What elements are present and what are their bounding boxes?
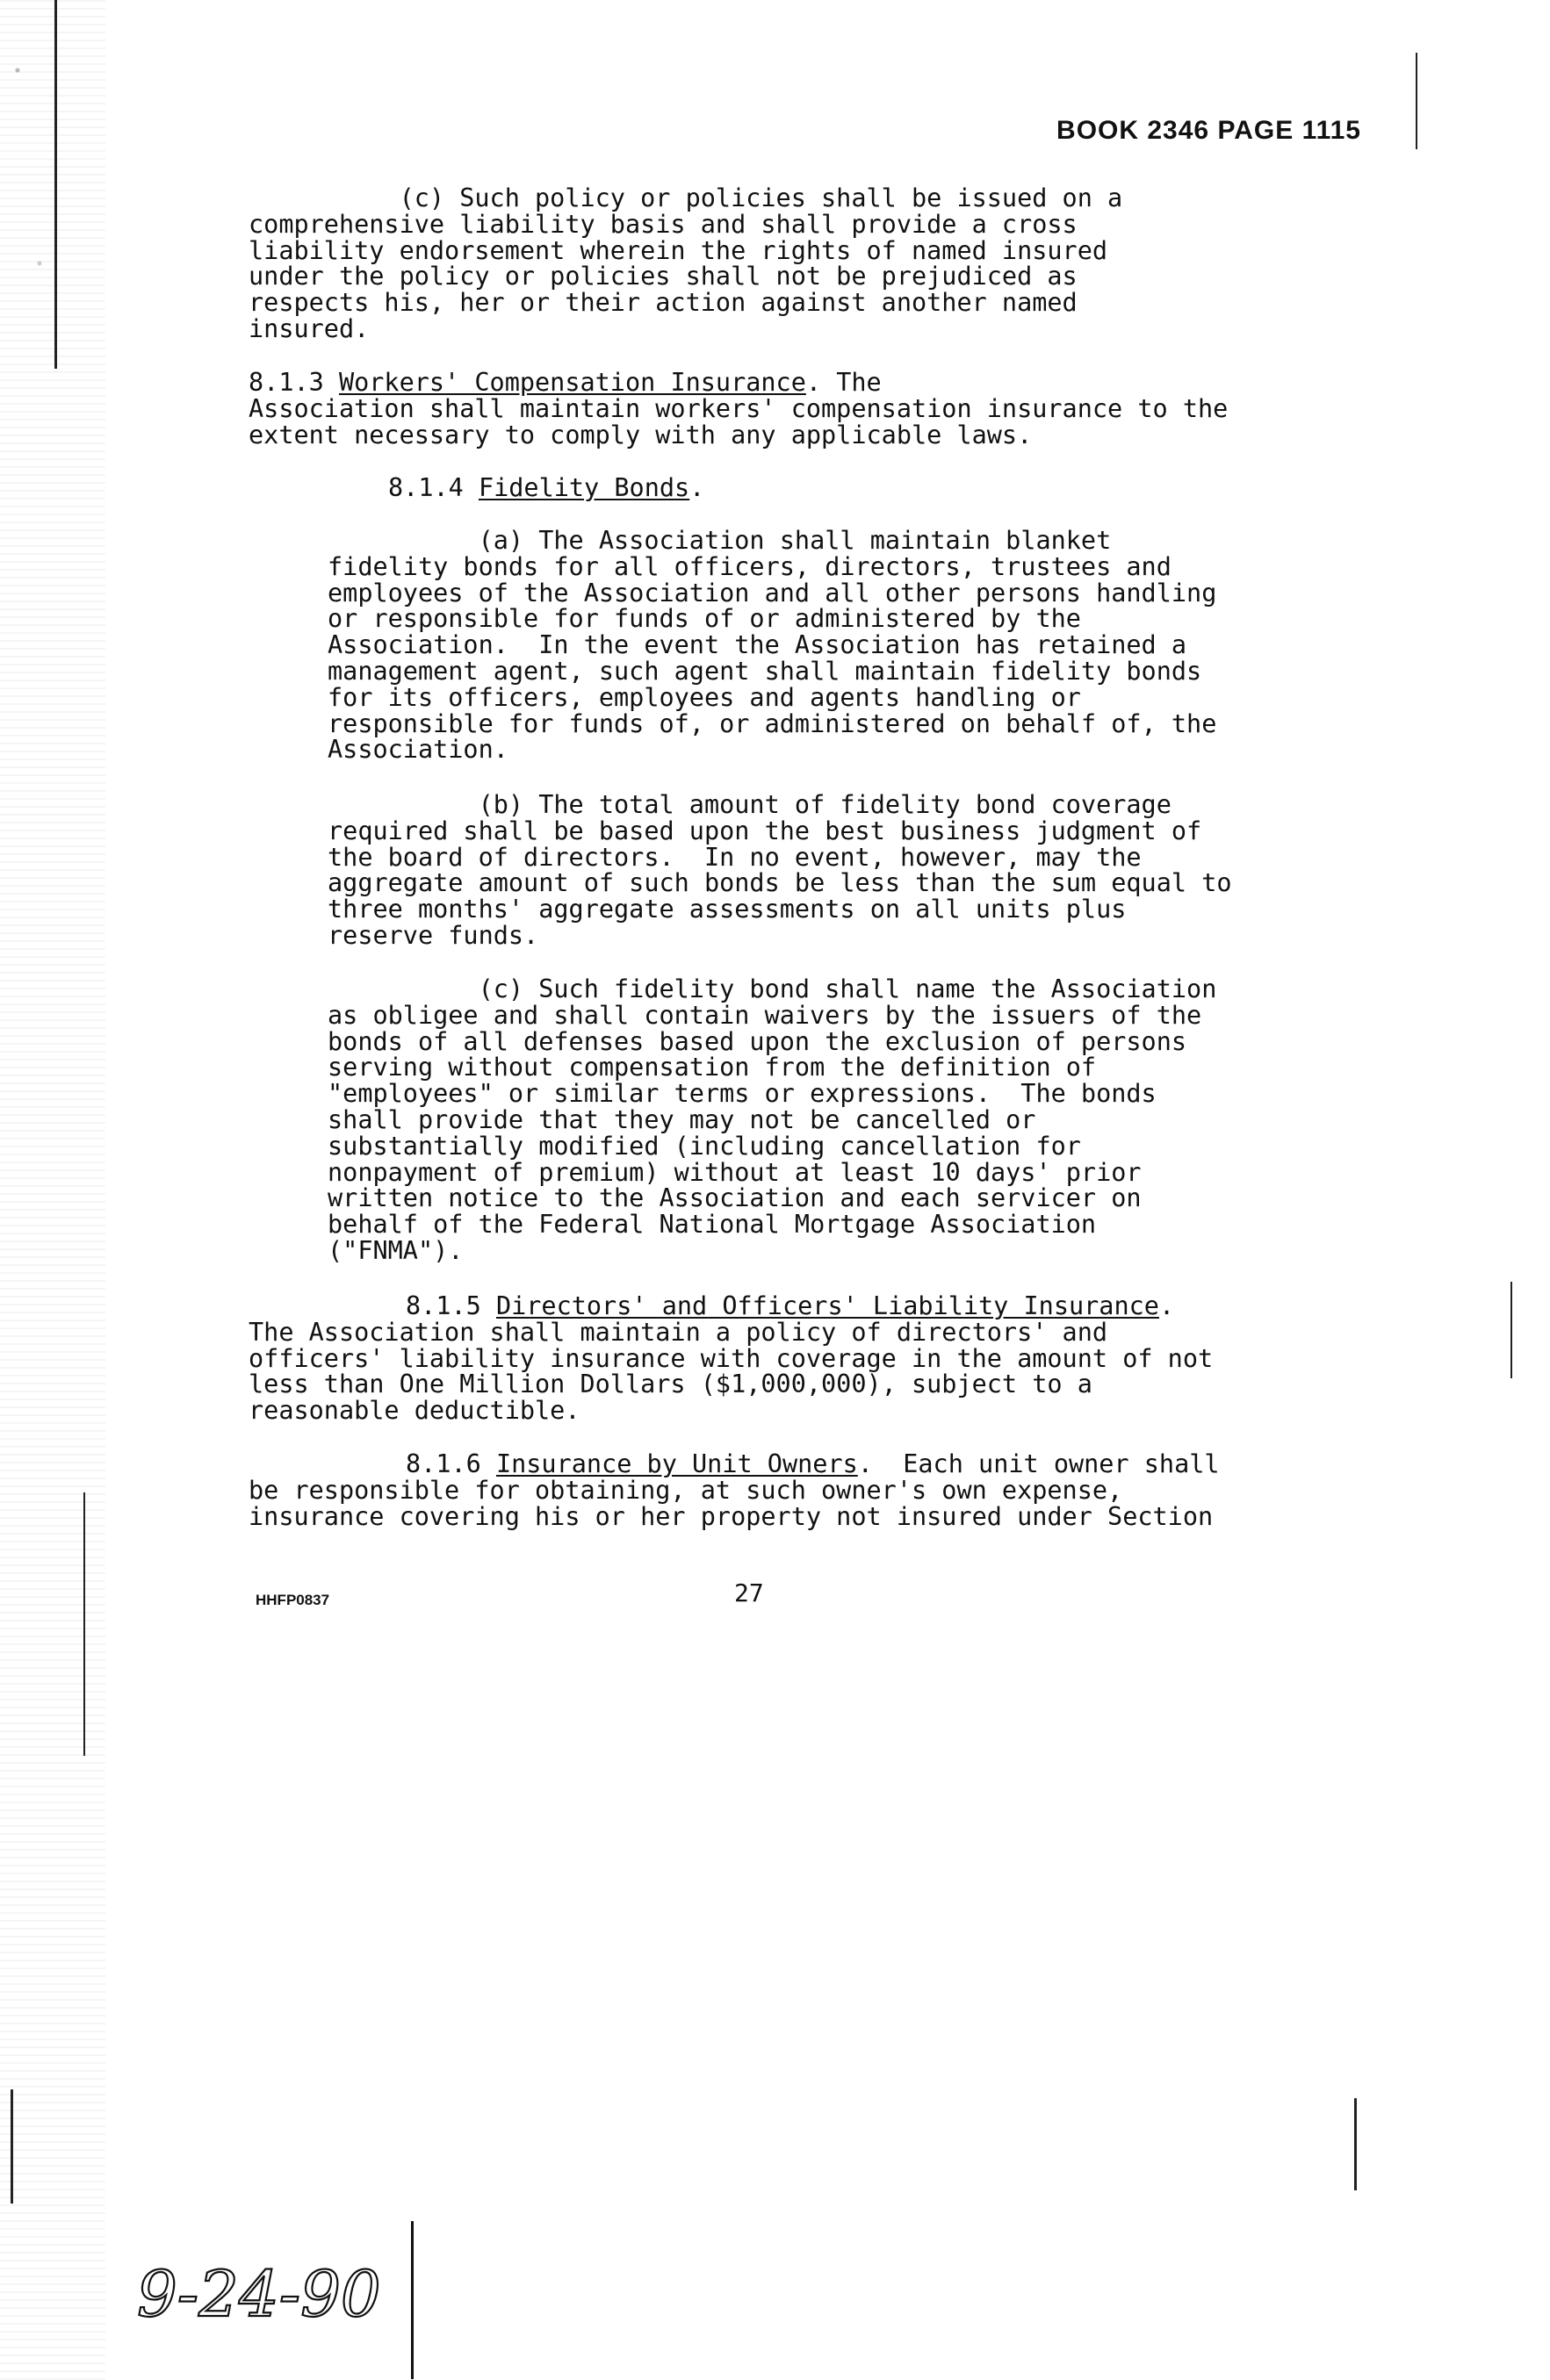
section-number: 8.1.6 bbox=[406, 1449, 496, 1478]
book-page-reference: BOOK 2346 PAGE 1115 bbox=[1056, 116, 1361, 145]
scan-edge-line bbox=[1510, 1282, 1512, 1378]
section-number: 8.1.5 bbox=[406, 1291, 496, 1320]
section-8-1-5 bbox=[249, 1293, 1213, 1424]
paragraph-b-coverage: (b) The total amount of fidelity bond coverage required shall be based upon the best business judgment of the board of directors. In no event, however, may the aggregate amount of such bonds be less than the sum equal to three months' aggregate assessments on all units plus reserve funds. bbox=[328, 790, 1232, 950]
paragraph-c-policy: (c) Such policy or policies shall be issued on a comprehensive liability basis and shall provide a cross liability endorsement wherein the rights of named insured under the policy or policies shall not be prejudiced as respects his, her or their action against another named insured. bbox=[249, 183, 1123, 343]
scan-edge-line bbox=[83, 1492, 85, 1756]
section-number: 8.1.3 bbox=[249, 368, 339, 397]
section-number: 8.1.4 bbox=[388, 473, 479, 502]
section-heading: Workers' Compensation Insurance bbox=[338, 368, 806, 397]
section-text: . bbox=[689, 473, 705, 502]
handwritten-date bbox=[132, 2228, 413, 2351]
section-heading: Fidelity Bonds bbox=[478, 473, 690, 502]
section-8-1-4 bbox=[388, 475, 704, 501]
handwriting-divider bbox=[411, 2221, 414, 2379]
section-text: . Each unit owner shall be responsible for obtaining, at such owner's own expense, insurance covering his or her property not insured under Section bbox=[249, 1449, 1220, 1531]
section-heading: Directors' and Officers' Liability Insurance bbox=[495, 1291, 1159, 1320]
handwritten-date-text: 9-24-90 bbox=[137, 2257, 381, 2331]
scan-edge-artifact bbox=[0, 0, 105, 2380]
section-text: . The Association shall maintain a policy of directors' and officers' liability insurance with coverage in the amount of not less than One Million Dollars ($1,000,000), subject to a reasonable deductible. bbox=[249, 1291, 1214, 1426]
paragraph-a-fidelity: (a) The Association shall maintain blanket fidelity bonds for all officers, directors, trustees and employees of the Association and all other persons handling or responsible for funds of or administered by the Association. In the event the Association has retained a management agent, such agent shall maintain fidelity bonds for its officers, employees and agents handling or responsible for funds of, or administered on behalf of, the Association. bbox=[328, 526, 1217, 765]
section-8-1-3 bbox=[249, 370, 1228, 448]
page-number: 27 bbox=[734, 1578, 764, 1607]
section-text: . The Association shall maintain workers' compensation insurance to the extent necessary to comply with any applicable laws. bbox=[249, 368, 1229, 449]
paragraph-c-obligee: (c) Such fidelity bond shall name the Association as obligee and shall contain waivers by the issuers of the bonds of all defenses based upon the exclusion of persons serving without compensation from the definition of "employees" or similar terms or expressions. The bonds shall provide that they may not be cancelled or substantially modified (including cancellation for nonpayment of premium) without at least 10 days' prior written notice to the Association and each servicer on behalf of the Federal National Mortgage Association ("FNMA"). bbox=[328, 974, 1217, 1265]
document-id: HHFP0837 bbox=[256, 1592, 330, 1608]
section-8-1-6 bbox=[249, 1451, 1220, 1529]
scan-edge-line bbox=[1354, 2098, 1357, 2190]
scan-edge-line bbox=[11, 2089, 13, 2204]
scan-edge-line bbox=[1416, 53, 1417, 149]
scan-edge-line bbox=[54, 0, 57, 369]
section-heading: Insurance by Unit Owners bbox=[495, 1449, 858, 1478]
